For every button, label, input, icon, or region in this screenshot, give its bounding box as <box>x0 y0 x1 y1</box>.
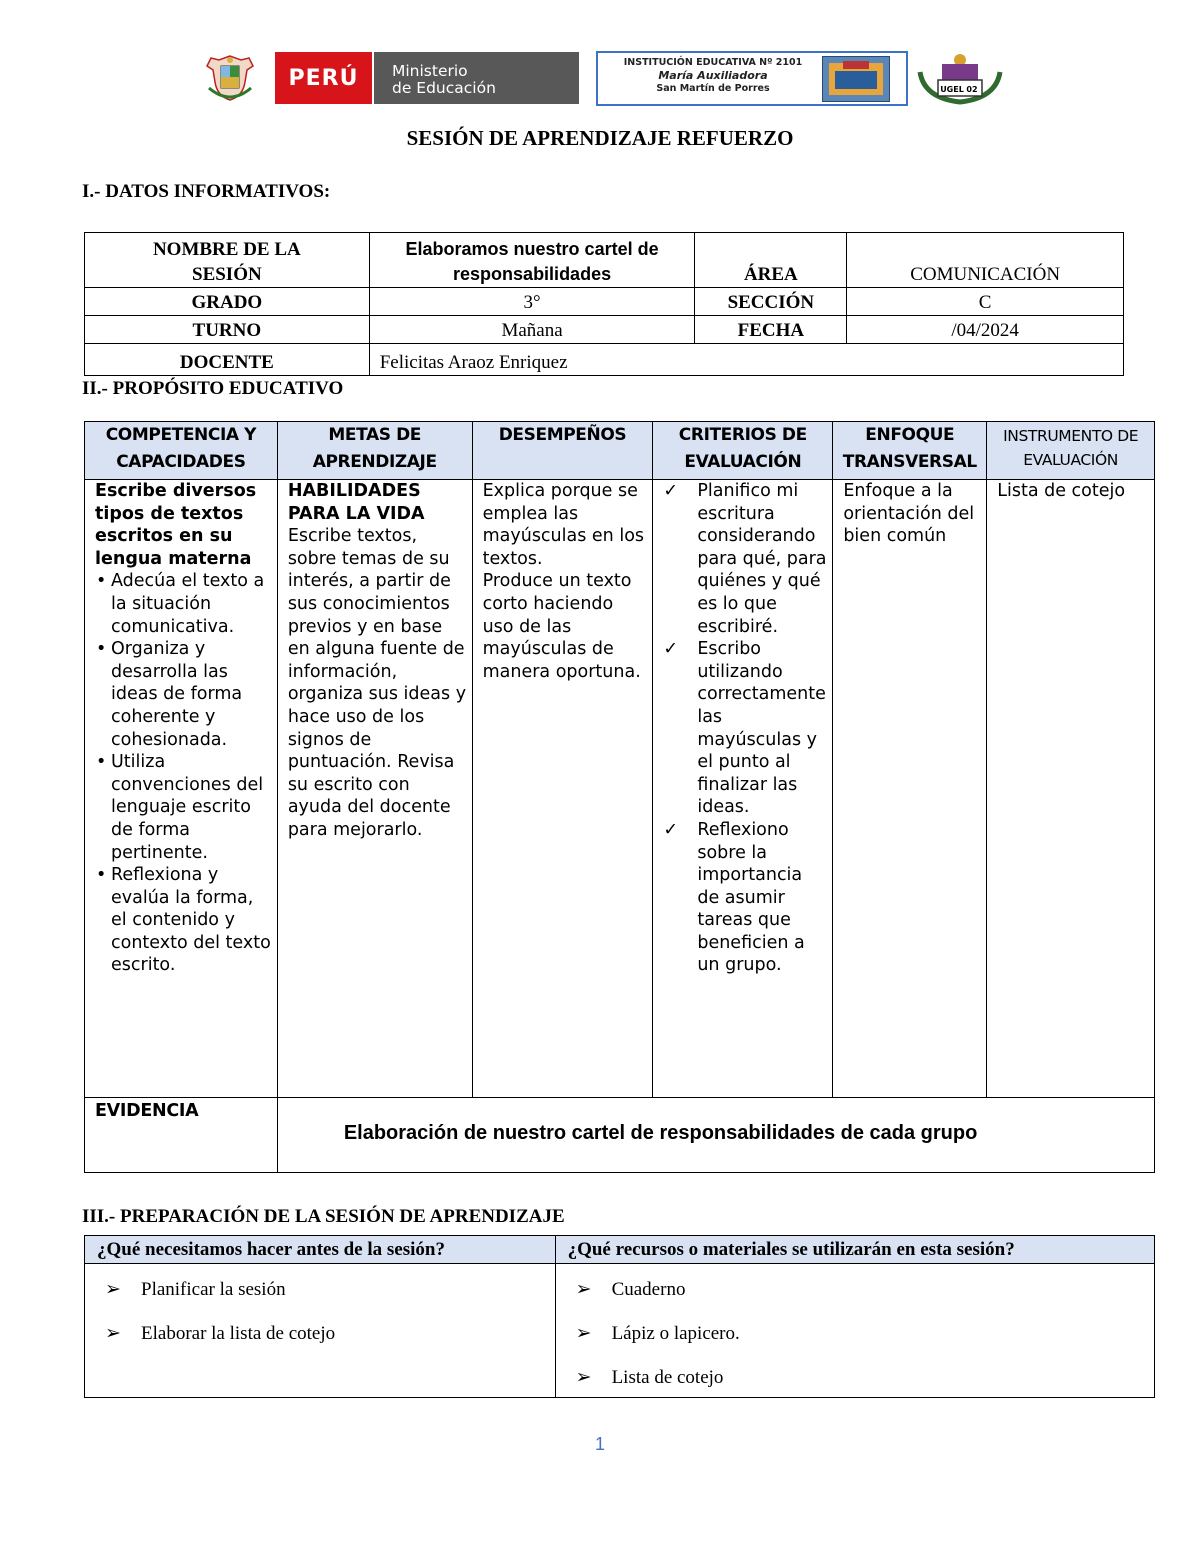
ministerio-line1: Ministerio <box>392 62 468 80</box>
proposito-table <box>84 421 1155 1173</box>
preparacion-header-antes: ¿Qué necesitamos hacer antes de la sesión? <box>85 1236 556 1264</box>
header-desempenos: DESEMPEÑOS <box>472 422 653 480</box>
page-title: SESIÓN DE APRENDIZAJE REFUERZO <box>406 126 794 150</box>
nombre-label: NOMBRE DE LA SESIÓN <box>85 233 370 288</box>
preparacion-antes-cell <box>85 1264 556 1398</box>
section-datos-heading: I.- DATOS INFORMATIVOS: <box>82 181 331 202</box>
ie-line2: María Auxiliadora <box>658 69 768 82</box>
metas-title: HABILIDADES PARA LA VIDA <box>287 481 425 524</box>
metas-text: Escribe textos, sobre temas de su interés, a partir de sus conocimientos previos y en base en alguna fuente de información, organiza sus ideas y hace uso de los signos de puntuación. Revisa su escrito con ayuda del docente para mejorarlo. <box>287 526 467 840</box>
competencia-cell <box>85 480 278 1098</box>
svg-text:02: 02 <box>966 85 978 94</box>
ministerio-line2: de Educación <box>392 79 496 97</box>
svg-text:UGEL: UGEL <box>940 85 964 94</box>
preparacion-header-recursos: ¿Qué recursos o materiales se utilizarán en esta sesión? <box>555 1236 1154 1264</box>
preparacion-recurso-item: ➢ Lista de cotejo <box>556 1366 1154 1396</box>
datos-table <box>84 232 1124 376</box>
preparacion-recurso-item: ➢ Lápiz o lapicero. <box>556 1322 1154 1366</box>
enfoque-cell: Enfoque a la orientación del bien común <box>833 480 987 1098</box>
preparacion-antes-item: ➢ Planificar la sesión <box>85 1278 555 1322</box>
preparacion-recursos-cell <box>555 1264 1154 1398</box>
desempenos-cell <box>472 480 653 1098</box>
criterios-list <box>663 480 828 977</box>
institucion-badge-icon <box>822 56 890 102</box>
capacidad-item: • Organiza y desarrolla las ideas de forma coherente y cohesionada. <box>111 638 273 751</box>
preparacion-antes-item: ➢ Elaborar la lista de cotejo <box>85 1322 555 1366</box>
header-metas: METAS DE APRENDIZAJE <box>277 422 472 480</box>
capacidad-item: • Adecúa el texto a la situación comunicativa. <box>111 570 273 638</box>
criterio-item: ✓ Planifico mi escritura considerando para qué, para quiénes y qué es lo que escribiré. <box>697 480 828 638</box>
area-value: COMUNICACIÓN <box>847 233 1124 288</box>
escudo-peru-logo <box>197 52 263 104</box>
evidencia-value <box>277 1098 1154 1173</box>
page-number: 1 <box>594 1434 605 1454</box>
capacidad-item: • Utiliza convenciones del lenguaje escrito de forma pertinente. <box>111 751 273 864</box>
ministerio-logo <box>374 52 579 104</box>
section-preparacion-heading: III.- PREPARACIÓN DE LA SESIÓN DE APRENDIZAJE <box>82 1206 565 1227</box>
criterio-item: ✓ Reflexiono sobre la importancia de asumir tareas que beneficien a un grupo. <box>697 819 828 977</box>
preparacion-recurso-item: ➢ Cuaderno <box>556 1278 1154 1322</box>
area-label: ÁREA <box>695 233 847 288</box>
nombre-value: Elaboramos nuestro cartel de responsabilidades <box>369 233 695 288</box>
header-enfoque: ENFOQUE TRANSVERSAL <box>833 422 987 480</box>
header-competencia: COMPETENCIA Y CAPACIDADES <box>85 422 278 480</box>
seccion-label: SECCIÓN <box>695 288 847 316</box>
instrumento-cell: Lista de cotejo <box>987 480 1155 1098</box>
ugel-logo <box>914 50 1006 106</box>
competencia-title: Escribe diversos tipos de textos escritos en su lengua materna <box>95 481 257 569</box>
grado-value: 3° <box>369 288 695 316</box>
turno-value: Mañana <box>369 316 695 344</box>
criterios-cell <box>653 480 833 1098</box>
turno-label: TURNO <box>85 316 370 344</box>
evidencia-text: Elaboración de nuestro cartel de responsabilidades de cada grupo <box>343 1122 978 1144</box>
seccion-value: C <box>847 288 1124 316</box>
header-instrumento: INSTRUMENTO DE EVALUACIÓN <box>987 422 1155 480</box>
metas-cell <box>277 480 472 1098</box>
institucion-text <box>608 56 818 95</box>
desempeno-2: Produce un texto corto haciendo uso de las mayúsculas de manera oportuna. <box>482 571 641 682</box>
capacidad-item: • Reflexiona y evalúa la forma, el contenido y contexto del texto escrito. <box>111 864 273 977</box>
docente-label: DOCENTE <box>85 344 370 376</box>
fecha-value: /04/2024 <box>847 316 1124 344</box>
fecha-label: FECHA <box>695 316 847 344</box>
capacidades-list <box>95 570 273 977</box>
section-proposito-heading: II.- PROPÓSITO EDUCATIVO <box>82 378 344 399</box>
preparacion-table <box>84 1235 1155 1398</box>
desempeno-1: Explica porque se emplea las mayúsculas en los textos. <box>482 481 645 569</box>
peru-label: PERÚ <box>288 65 359 91</box>
peru-logo <box>275 52 372 104</box>
docente-value: Felicitas Araoz Enriquez <box>369 344 1123 376</box>
grado-label: GRADO <box>85 288 370 316</box>
ie-line1: INSTITUCIÓN EDUCATIVA Nº 2101 <box>623 57 803 68</box>
header-criterios: CRITERIOS DE EVALUACIÓN <box>653 422 833 480</box>
ie-line3: San Martín de Porres <box>656 83 770 94</box>
evidencia-label: EVIDENCIA <box>85 1098 278 1173</box>
criterio-item: ✓ Escribo utilizando correctamente las mayúsculas y el punto al finalizar las ideas. <box>697 638 828 819</box>
